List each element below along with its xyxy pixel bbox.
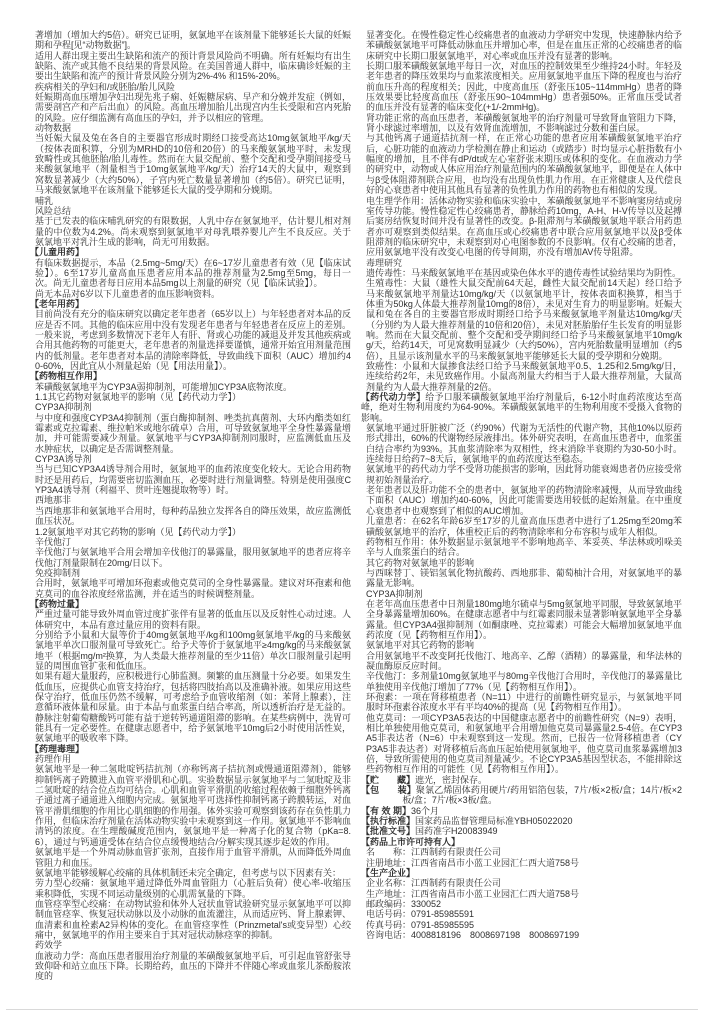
left-column xyxy=(30,30,351,982)
paragraph: 如果有超大量服药，应积极进行心肺监测。频繁的血压测量十分必要。如果发生低血压，应提供心血管支持治疗，包括将四肢抬高以及准确补液。如果应用这些保守治疗，低血压仍然不缓解，可考虑给予血管收缩剂（如：苯肾上腺素），注意循环液体量和尿量。由于本品与血浆蛋白结合率高，所以透析治疗是无益的。静脉注射葡萄糖酸钙可能有益于逆转钙通道阻滞的影响。在某些病例中，洗胃可能具有一定必要性。在健康志愿者中，给予氨氯地平10mg后2小时使用活性炭，氨氯地平的吸收率下降。 xyxy=(35,671,351,744)
page-bottom-rule xyxy=(6,1009,698,1010)
paragraph: 致癌性：小鼠和大鼠掺食法经口给予马来酸氨氯地平0.5、1.25和2.5mg/kg/日，连续给药2年，未见致癌作用。小鼠高剂量大约相当于人最大推荐剂量，大鼠高剂量约为人最大推荐剂量的2倍。 xyxy=(366,361,682,392)
section-entry: 【包 装】聚氯乙烯固体药用硬片/药用铝箔包装，7片/板×2板/盒；14片/板×2板/盒；7片/板×3板/盒。 xyxy=(361,785,682,806)
paragraph: 与中度和强度CYP3A4抑制剂（蛋白酶抑制剂、唑类抗真菌剂、大环内酯类如红霉素或克拉霉素、维拉帕米或地尔硫卓）合用，可导致氨氯地平全身性暴露量增加，并可能需要减少剂量。氨氯地平与CYP3A抑制剂同服时，应监测低血压及水肿症状，以确定是否需调整剂量。 xyxy=(35,412,351,454)
paragraph: 生产地址：江西省南昌市小蓝工业园汇仁西大道758号 xyxy=(366,888,580,899)
section-label: 【老年用药】 xyxy=(30,298,85,309)
paragraph: 合用氨氯地平不改变阿托伐他汀、地高辛、乙醇（酒精）的暴露量，和华法林的凝血酶原反应时间。 xyxy=(366,650,682,671)
section-entry: 【批准文号】国药准字H20083949 xyxy=(361,826,498,837)
section-label: 【生产企业】 xyxy=(361,867,416,878)
paragraph: 氨氯地平是一个外周动脉血管扩张剂，直接作用于血管平滑肌，从而降低外周血管阻力和血压。 xyxy=(35,847,351,868)
paragraph: 哺乳 xyxy=(35,195,54,206)
paragraph: 适用人群出现主要出生缺陷和流产的预计背景风险尚不明确。所有妊娠均有出生缺陷、流产或其他不良结果的背景风险。在美国普通人群中，临床确诊妊娠的主要出生缺陷和流产的预计背景风险分别为2%-4% 和15%-20%。 xyxy=(35,50,351,82)
section-entry xyxy=(30,299,351,309)
section-entry xyxy=(361,868,682,878)
section-entry: 【药代动力学】给予口服苯磺酸氨氯地平治疗剂量后，6-12小时血药浓度达至高峰，绝对生物利用度约为64-90%。苯磺酸氨氯地平的生物利用度不受摄入食物的影响。 xyxy=(361,392,682,423)
paragraph: 有临床数据提示，本品（2.5mg~5mg/天）在6~17岁儿童患者有效（见【临床试验】）。6至17岁儿童高血压患者应用本品的推荐剂量为2.5mg至5mg，每日一次。尚无儿童患者每日应用本品5mg以上剂量的研究（见【临床试验】）。 xyxy=(35,257,351,289)
paragraph: 免疫抑制剂 xyxy=(35,567,81,578)
section-label: 【包 装】 xyxy=(361,785,416,796)
paragraph: 儿童患者：在62名年龄6岁至17岁的儿童高血压患者中进行了1.25mg至20mg苯磺酸氨氯地平的治疗，体重校正后的药物清除率和分布容积与成年人相似。 xyxy=(366,516,682,537)
paragraph: 老年患者以及肝功能不全的患者中，氨氯地平的药物清除率减慢，从而导致曲线下面积（AUC）增加约40-60%，因此可能需要选用较低的起始剂量。在中重度心衰患者中也观察到了相似的AUC增加。 xyxy=(366,485,682,516)
section-label: 【药物相互作用】 xyxy=(30,371,103,382)
paragraph: 尚无本品对6岁以下儿童患者的血压影响资料。 xyxy=(35,288,221,299)
paragraph: 合用时，氨氯地平可增加环孢素或他克莫司的全身性暴露量。建议对环孢素和他克莫司的血谷浓度经常监测，并在适当的时候调整剂量。 xyxy=(35,578,351,599)
paragraph: 风险总结 xyxy=(35,205,72,216)
section-label: 【药物过量】 xyxy=(30,598,85,609)
paragraph: 辛伐他汀与氨氯地平合用会增加辛伐他汀的暴露量，服用氨氯地平的患者应将辛伐他汀剂量限制在20mg/日以下。 xyxy=(35,547,351,568)
paragraph: 劳力型心绞痛：氨氯地平通过降低外周血管阻力（心脏后负荷）使心率-收缩压乘积降低，实现不同运动量级别的心肌需氧量的下降。 xyxy=(35,878,351,899)
section-entry xyxy=(30,599,351,609)
paragraph: 疾病相关的孕妇和/或胚胎/胎儿风险 xyxy=(35,81,176,92)
paragraph: 当与已知CYP3A4诱导剂合用时，氨氯地平的血药浓度变化较大。无论合用药物时还是用药后，均需要密切监测血压，必要时进行剂量调整。特别是使用强度CYP3A4诱导剂（利福平、贯叶连翘提取物等）时。 xyxy=(35,464,351,496)
paragraph: CYP3A抑制剂 xyxy=(366,588,423,599)
section-label: 【儿童用药】 xyxy=(30,247,85,258)
section-label: 【贮 藏】 xyxy=(361,774,416,785)
paragraph: 当西地那非和氨氯地平合用时，每种药品独立发挥各自的降压效果，故应监测低血压状况。 xyxy=(35,505,351,527)
paragraph: 其它药物对氨氯地平的影响 xyxy=(366,557,475,568)
paragraph: 邮政编码：330052 xyxy=(366,898,442,909)
paragraph: CYP3A抑制剂 xyxy=(35,402,92,413)
section-entry: 【有 效 期】36个月 xyxy=(361,805,440,816)
right-column xyxy=(361,30,682,982)
section-entry: 【执行标准】国家药品监督管理局标准YBH05022020 xyxy=(361,816,573,827)
paragraph: 电话号码：0791-85985591 xyxy=(366,909,475,920)
paragraph: 药物相互作用：体外数据显示氨氯地平不影响地高辛、苯妥英、华法林或吲哚美辛与人血浆蛋白的结合。 xyxy=(366,536,682,558)
section-label: 【药品上市许可持有人】 xyxy=(361,836,461,847)
paragraph: 传真号码：0791-85985595 xyxy=(366,919,475,930)
paragraph: 显著变化。在慢性稳定性心绞痛患者的血液动力学研究中发现，快速静脉内给予苯磺酸氨氯地平可降低动脉血压并增加心率，但是在血压正常的心绞痛患者的临床研究中长期口服氨氯地平，对心率或血压并没有显著的影响。 xyxy=(366,30,682,61)
paragraph: 著增加（增加大约5倍）。研究已证明，氨氯地平在该剂量下能够延长大鼠的妊娠期和孕程[见“动物数据”]。 xyxy=(35,30,351,51)
paragraph: 氨氯地平的药代动力学不受肾功能损害的影响，因此肾功能衰竭患者仍应接受常规初始剂量治疗。 xyxy=(366,464,682,485)
paragraph: 环孢素：一项在肾移植患者（N=11）中进行的前瞻性研究显示，与氨氯地平同服时环孢素谷浓度水平有平均40%的提高（见【药物相互作用】）。 xyxy=(366,692,682,713)
paragraph: 氨氯地平对其它药物的影响 xyxy=(366,640,475,651)
paragraph: 1.1其它药物对氨氯地平的影响（见【药代动力学】） xyxy=(35,392,242,403)
paragraph: 基于已发表的临床哺乳研究的有限数据，人乳中存在氨氯地平，估计婴儿相对剂量的中位数为4.2%。尚未观察到氨氯地平对母乳喂养婴儿产生不良反应。关于氨氯地平对乳汁生成的影响，尚无可用数据。 xyxy=(35,216,351,247)
section-label: 【执行标准】 xyxy=(361,816,416,827)
paragraph: 名 称：江西制药有限责任公司 xyxy=(366,847,502,858)
paragraph: 严重过量可能导致外周血管过度扩张伴有显著的低血压以及反射性心动过速。人体研究中，本品有意过量应用的资料有限。 xyxy=(35,609,351,630)
section-entry xyxy=(30,744,351,754)
paragraph: 氨氯地平是一种二氢吡啶钙拮抗剂（亦称钙离子拮抗剂或慢通道阻滞剂），能够抑制钙离子跨膜进入血管平滑肌和心肌。实验数据显示氨氯地平与二氢吡啶及非二氢吡啶的结合位点均可结合。心肌和血管平滑肌的收缩过程依赖于细胞外钙离子通过离子通道进入细胞内完成。氨氯地平可选择性抑制钙离子跨膜转运，对血管平滑肌细胞的作用比心肌细胞的作用强。体外实验可观察到该药存在负性肌力作用，但临床治疗剂量在活体动物实验中未观察到这一作用。氨氯地平不影响血清钙的浓度。在生理酸碱度范围内，氨氯地平是一种离子化的复合物（pKa=8.6），通过与钙通道受体在结合位点缓慢地结合/分解实现其逐步起效的作用。 xyxy=(35,764,351,847)
section-label: 【药代动力学】 xyxy=(361,392,426,403)
paragraph: 妊娠期高血压增加孕妇出现先兆子痫、妊娠糖尿病、早产和分娩并发症（例如，需要剖宫产和产后出血）的风险。高血压增加胎儿出现宫内生长受限和宫内死胎的风险。应仔细监测有高血压的孕妇，并予以相应的管理。 xyxy=(35,92,351,123)
section-label: 【批准文号】 xyxy=(361,826,416,837)
section-entry: 【贮 藏】遮光，密封保存。 xyxy=(361,774,488,785)
paragraph: 咨询电话：4008818196 8008697198 8008697199 xyxy=(366,929,580,940)
paragraph: 在老年高血压患者中日剂量180mg地尔硫卓与5mg氨氯地平同服，导致氨氯地平全身暴露量增加60%。在健康志愿者中与红霉素同服未显著影响氨氯地平全身暴露量。但CYP3A4强抑制剂（如酮康唑、克拉霉素）可能会大幅增加氨氯地平血药浓度（见【药物相互作用】）。 xyxy=(366,598,682,640)
paragraph: 血管痉挛型心绞痛：在动物试验和体外人冠状血管试验研究显示氨氯地平可以抑制血管痉挛、恢复冠状动脉以及小动脉的血流灌注，从而适应钙、肾上腺素钾、血清素和血栓素A2异构体的变化。在血管痉挛性（Prinzmetal's或变异型）心绞痛中，氨氯地平的作用主要来自于其对冠状动脉痉挛的抑制。 xyxy=(35,898,351,940)
paragraph: 肾功能正常的高血压患者，苯磺酸氨氯地平的治疗剂量可导致肾血管阻力下降，肾小球滤过率增加，以及有效肾血流增加，不影响滤过分数和蛋白尿。 xyxy=(366,112,682,134)
section-label: 【药理毒理】 xyxy=(30,743,85,754)
paragraph: 分别给予小鼠和大鼠等价于40mg氨氯地平/kg和100mg氨氯地平/kg的马来酸氨氯地平单次口服剂量可导致死亡。给予犬等价于氨氯地平≥4mg/kg的马来酸氨氯地平（根据mg/m²换算，为人类最大推荐剂量的至少11倍）单次口服剂量引起明显的周围血管扩张和低血压。 xyxy=(35,629,351,671)
paragraph: 动物数据 xyxy=(35,123,72,134)
paragraph: 当妊娠大鼠及兔在各自的主要器官形成时期经口接受高达10mg氨氯地平/kg/天（按体表面积算，分别为MRHD的10倍和20倍）的马来酸氨氯地平时，未发现致畸性或其他胚胎/胎儿毒性。然而在大鼠交配前、整个交配和受孕期间接受马来酸氨氯地平（剂量相当于10mg氨氯地平/kg/天）治疗14天的大鼠中，观察到窝数显著减少（大约50%），子宫内死亡数量显著增加（约5倍）。研究已证明，马来酸氨氯地平在该剂量下能够延长大鼠的受孕期和分娩期。 xyxy=(35,133,351,196)
paragraph: 辛伐他汀：多剂量10mg氨氯地平与80mg辛伐他汀合用时，辛伐他汀的暴露量比单独使用辛伐他汀增加了77%（见【药物相互作用】）。 xyxy=(366,671,682,692)
paragraph: 生殖毒性：大鼠（雄性大鼠交配前64天起，雌性大鼠交配前14天起）经口给予马来酸氨氯地平剂量达10mg/kg/天（以氨氯地平计，按体表面积换算，相当于体重为50kg人体最大推荐剂量10mg的8倍），未见对生育力的明显影响。妊娠大鼠和兔在各自的主要器官形成时期经口给予马来酸氨氯地平剂量达10mg/kg/天（分别约为人最大推荐剂量的10倍和20倍），未见对胚胎胎仔生长发育的明显影响。然而在大鼠交配前、整个交配和受孕期间经口给予马来酸氨氯地平10mg/kg/天，给药14天，可见窝数明显减少（大约50%），宫内死胎数量明显增加（约5倍），且显示该剂量水平的马来酸氨氯地平能够延长大鼠的受孕期和分娩期。 xyxy=(366,278,682,361)
paragraph: 西地那非 xyxy=(35,495,72,506)
paragraph: 长期口服苯磺酸氨氯地平每日一次，对血压的控制效果至少维持24小时。年轻及老年患者的降压效果均与血浆浓度相关。应用氨氯地平血压下降的程度也与治疗前血压升高的程度相关；因此，中度高血压（舒张压105~114mmHg）患者的降压效果要比轻度高血压（舒张压90~104mmHg）患者强50%。正常血压受试者的血压并没有显著的临床变化(+1/-2mmHg)。 xyxy=(366,61,683,113)
paragraph: 与其他钙离子通道拮抗剂一样，在正常心功能的患者应用苯磺酸氨氯地平治疗后，心脏功能的血液动力学检测在静止和运动（或踏步）时均显示心脏指数有小幅度的增加，且不伴有dP/dt或左心室舒张末期压或体积的变化。在血液动力学的研究中，动物或人体应用治疗剂量范围内的苯磺酸氨氯地平，即便是在人体中与β受体阻滞剂联合应用，也均没有出现负性肌力作用。在正常健康人及代偿良好的心衰患者中使用其他具有显著的负性肌力作用的药物也有相似的发现。 xyxy=(366,133,682,196)
paragraph: 注册地址：江西省南昌市小蓝工业园汇仁西大道758号 xyxy=(366,857,580,868)
paragraph: 他克莫司：一项CYP3A5表达的中国健康志愿者中的前瞻性研究（N=9）表明，相比单独使用他克莫司，和氨氯地平合用增加他克莫司暴露量2.5-4倍。在CYP3A5非表达者（N=6）中未观察到这一发现。然而，已报告一位肾移植患者（CYP3A5非表达者）对肾移植后高血压起始使用氨氯地平，他克莫司血浆暴露增加3倍，导致所需使用的他克莫司剂量减少。不论CYP3A5基因型状态，不能排除这些药物相互作用的可能性（见【药物相互作用】）。 xyxy=(366,712,682,775)
paragraph: 辛伐他汀 xyxy=(35,536,72,547)
paragraph: 遗传毒性：马来酸氨氯地平在基因或染色体水平的遗传毒性试验结果均为阴性。 xyxy=(366,267,682,278)
paragraph: 药理作用 xyxy=(35,754,72,765)
section-entry xyxy=(30,371,351,381)
paragraph: 血液动力学：高血压患者服用治疗剂量的苯磺酸氨氯地平后，可引起血管舒张导致仰卧和站立血压下降。长期给药，血压的下降并不伴随心率或血浆儿茶酚胺浓度的 xyxy=(35,950,351,982)
section-label: 【有 效 期】 xyxy=(361,805,412,816)
paragraph: CYP3A诱导剂 xyxy=(35,454,92,465)
paragraph: 电生理学作用：活体动物实验和临床实验中，苯磺酸氨氯地平不影响窦房结或房室传导功能。慢性稳定性心绞痛患者，静脉给药10mg，A-H、H-V传导以及起搏后窦房结恢复时间并没有显著性的改变。β-阻滞剂与苯磺酸氨氯地平联合用药患者亦可观察到类似结果。在高血压或心绞痛患者中联合应用氨氯地平以及β受体阻滞剂的临床研究中，未观察到对心电图参数的不良影响。仅有心绞痛的患者，应用氨氯地平没有改变心电图的传导间期，亦没有增加AV传导阻滞。 xyxy=(366,195,682,258)
paragraph: 与西咪替丁、镁铝氢氧化物抗酸药、西地那非、葡萄柚汁合用，对氨氯地平的暴露量无影响。 xyxy=(366,567,682,589)
paragraph: 毒理研究 xyxy=(366,257,403,268)
section-entry xyxy=(361,837,682,847)
paragraph: 企业名称：江西制药有限责任公司 xyxy=(366,878,502,889)
section-entry xyxy=(30,247,351,257)
paragraph: 目前尚没有充分的临床研究以确定老年患者（65岁以上）与年轻患者对本品的反应是否不同。其他的临床应用中没有发现老年患者与年轻患者在反应上的差别。一般来说，考虑到多数情况下老年人有肝、肾或心功能的减退及并发其他疾病或合用其他药物的可能更大，老年患者的剂量选择要谨慎，通常开始宜用剂量范围内的低剂量。老年患者对本品的清除率降低，导致曲线下面积（AUC）增加约40-60%，因此宜从小剂量起始（见【用法用量】）。 xyxy=(35,309,352,371)
paragraph: 氨氯地平能够缓解心绞痛的具体机制还未完全确定，但考虑与以下因素有关： xyxy=(35,867,342,878)
paragraph: 1.2氨氯地平对其它药物的影响（见【药代动力学】） xyxy=(35,526,242,537)
paragraph: 苯磺酸氨氯地平为CYP3A弱抑制剂，可能增加CYP3A底物浓度。 xyxy=(35,381,293,392)
paragraph: 药效学 xyxy=(35,940,63,951)
two-column-layout xyxy=(30,30,682,982)
paragraph: 氨氯地平通过肝脏被广泛（约90%）代谢为无活性的代谢产物，其他10%以原药形式排出，60%的代谢物经尿液排出。体外研究表明，在高血压患者中，血浆蛋白结合率约为93%。其血浆清除率为双相性，终末消除半衰期约为30-50小时。连续每日给药7~8天后，氨氯地平的血药浓度达至稳态。 xyxy=(366,423,682,465)
